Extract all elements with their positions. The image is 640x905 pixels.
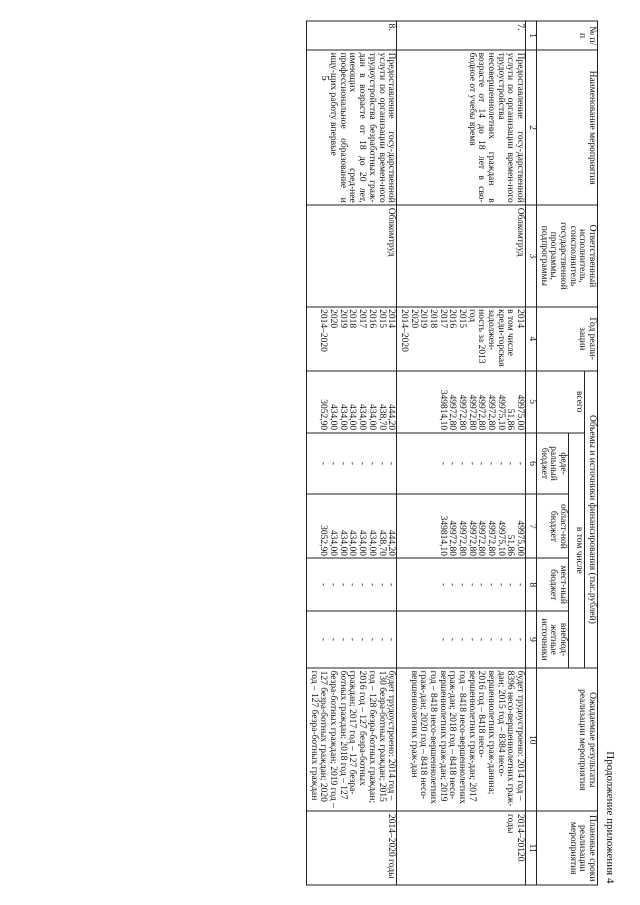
index-cell: 5 bbox=[526, 370, 537, 432]
row-local-value: - bbox=[318, 582, 329, 586]
header-responsible: Ответственный исполнитель, соисполнитель государственной программы, подпрограммы bbox=[536, 205, 597, 306]
row-years-value: 2018 bbox=[347, 308, 358, 328]
row-years-value: 2018 bbox=[428, 308, 438, 328]
row-federal-value: - bbox=[376, 461, 387, 465]
index-cell: 1 bbox=[526, 21, 537, 50]
row-years-value: 2014–2020 bbox=[398, 308, 409, 352]
header-incl: в том числе bbox=[568, 432, 584, 668]
header-name: Наименование мероприятия bbox=[536, 50, 597, 205]
row-local-value: - bbox=[476, 582, 487, 586]
row-total-value: 438,70 bbox=[376, 403, 387, 430]
row-federal bbox=[397, 432, 526, 494]
row-regional-value: 349814,10 bbox=[437, 515, 448, 556]
row-regional-value: 438,70 bbox=[376, 529, 387, 556]
row-extra-value: - bbox=[447, 637, 458, 641]
row-extra-value: - bbox=[486, 637, 497, 641]
row-local-value: - bbox=[495, 582, 506, 586]
row-federal-value: - bbox=[357, 461, 368, 465]
row-total-value: 49972,80 bbox=[476, 393, 487, 430]
row-local bbox=[307, 558, 397, 610]
row-total-value: 49975,00 bbox=[515, 393, 526, 430]
row-extra-value: - bbox=[386, 637, 397, 641]
row-regional-value: 444,20 bbox=[386, 529, 397, 556]
row-years bbox=[307, 306, 397, 370]
row-years-value: 2016 bbox=[366, 308, 377, 328]
row-extra-value: - bbox=[457, 637, 468, 641]
row-years-value: 2020 bbox=[328, 308, 339, 328]
row-federal-value: - bbox=[457, 461, 468, 465]
row-regional-value: 3052,90 bbox=[318, 524, 329, 556]
row-local-value: - bbox=[328, 582, 339, 586]
row-federal-value: - bbox=[366, 461, 377, 465]
row-extra-value: - bbox=[437, 637, 448, 641]
row-regional bbox=[397, 494, 526, 558]
row-regional-value: 49972,80 bbox=[486, 519, 497, 556]
row-total-value: 3052,90 bbox=[318, 398, 329, 430]
appendix-label: Продолжение приложения 4 bbox=[604, 750, 616, 883]
row-total-value: 51,86 bbox=[505, 408, 516, 430]
row-regional-value: 434,00 bbox=[337, 529, 348, 556]
row-total-value: 434,00 bbox=[366, 403, 377, 430]
row-regional bbox=[307, 494, 397, 558]
row-results: будет трудоустроено: 2014 год – 130 безра-ботных граждан; 2015 год – 128 безра-ботных граждан; 2016 год – 127 безра-ботных граждан; 2017 год – 127 безра-ботных граждан; 2018 год – 127 безра-ботных граждан; 2019 год – 127 безра-ботных граждан; 2020 год – 127 безра-ботных граждан bbox=[307, 668, 397, 811]
row-num: 7. bbox=[397, 21, 526, 50]
row-federal-value: - bbox=[495, 461, 506, 465]
row-local-value: - bbox=[457, 582, 468, 586]
row-years-value: 2014 bbox=[386, 308, 397, 328]
header-funding: Объемы и источники финансирования (тыс.рублей) bbox=[585, 370, 598, 667]
index-cell: 8 bbox=[526, 558, 537, 610]
row-years-value: 2020 bbox=[408, 308, 419, 328]
row-regional-value: 434,00 bbox=[357, 529, 368, 556]
row-extra bbox=[397, 610, 526, 667]
row-total-value: 49972,80 bbox=[486, 393, 497, 430]
row-years-value: в том числе креди-торская задолжен-ность за 2013 год bbox=[466, 308, 516, 366]
row-local-value: - bbox=[515, 582, 526, 586]
row-local-value: - bbox=[486, 582, 497, 586]
row-federal-value: - bbox=[318, 461, 329, 465]
row-local-value: - bbox=[347, 582, 358, 586]
row-years-value: 2017 bbox=[357, 308, 368, 328]
row-years bbox=[397, 306, 526, 370]
table-row bbox=[307, 21, 397, 885]
row-federal-value: - bbox=[515, 461, 526, 465]
row-federal-value: - bbox=[486, 461, 497, 465]
row-years-value: 2019 bbox=[418, 308, 429, 328]
row-extra-value: - bbox=[505, 637, 516, 641]
row-results: будет трудоустроено: 2014 год – 8396 несо-вершеннолетних граж-дан; 2015 год – 8384 несо-вершеннолетних граж-данина; 2016 год – 8418 несо-вершеннолетних граж-дан; 2017 год – 8418 несо-вершеннолетних граж-дан; 2018 год – 8418 несо-вершеннолетних граж-дан; 2019 год – 8418 несо-вершеннолетних граж-дан; 2020 год – 8418 несо-вершеннолетних граж-дан bbox=[397, 668, 526, 811]
row-total-value: 49975,10 bbox=[495, 393, 506, 430]
row-local bbox=[397, 558, 526, 610]
rotated-page bbox=[20, 20, 620, 885]
row-name: Предоставление госу-дарственной услуги по организации времен-ного трудоустройства несовершеннолетних граждан в возрасте от 14 до 18 лет в сво-бодное от учебы время bbox=[397, 50, 526, 205]
row-terms: 2014–2020 годы bbox=[307, 811, 397, 885]
row-extra-value: - bbox=[347, 637, 358, 641]
row-extra-value: - bbox=[366, 637, 377, 641]
row-extra-value: - bbox=[357, 637, 368, 641]
row-years-value: 2019 bbox=[337, 308, 348, 328]
row-local-value: - bbox=[505, 582, 516, 586]
row-total-value: 349814,10 bbox=[437, 389, 448, 430]
row-total-value: 444,20 bbox=[386, 403, 397, 430]
row-regional-value: 49972,80 bbox=[476, 519, 487, 556]
header-results: Ожидаемые результаты реализации мероприятия bbox=[536, 668, 597, 811]
row-total-value: 49972,80 bbox=[466, 393, 477, 430]
table-row bbox=[397, 21, 526, 885]
row-regional-value: 49975,00 bbox=[515, 519, 526, 556]
row-total bbox=[397, 370, 526, 432]
row-federal-value: - bbox=[437, 461, 448, 465]
row-responsible: Облкомтруд bbox=[307, 205, 397, 306]
index-cell: 10 bbox=[526, 668, 537, 811]
row-federal-value: - bbox=[476, 461, 487, 465]
header-federal: феде-ральный бюджет bbox=[536, 432, 568, 494]
index-cell: 9 bbox=[526, 610, 537, 667]
row-extra-value: - bbox=[337, 637, 348, 641]
row-federal-value: - bbox=[347, 461, 358, 465]
row-total-value: 434,00 bbox=[328, 403, 339, 430]
row-local-value: - bbox=[376, 582, 387, 586]
row-num: 8. bbox=[307, 21, 397, 50]
row-total-value: 434,00 bbox=[357, 403, 368, 430]
row-total-value: 434,00 bbox=[337, 403, 348, 430]
header-terms: Плановые сроки реализации мероприятия bbox=[536, 811, 597, 885]
index-cell: 7 bbox=[526, 494, 537, 558]
row-local-value: - bbox=[437, 582, 448, 586]
header-regional: област-ной бюджет bbox=[536, 494, 568, 558]
row-regional-value: 49972,80 bbox=[457, 519, 468, 556]
row-regional-value: 434,00 bbox=[347, 529, 358, 556]
row-total bbox=[307, 370, 397, 432]
row-terms: 2014–20120 годы bbox=[397, 811, 526, 885]
row-years-value: 2016 bbox=[447, 308, 458, 328]
row-years-value: 2015 bbox=[376, 308, 387, 328]
measures-table bbox=[306, 20, 598, 885]
row-extra bbox=[307, 610, 397, 667]
header-year: Год реали-зации bbox=[536, 306, 597, 370]
index-cell: 4 bbox=[526, 306, 537, 370]
row-total-value: 49972,80 bbox=[447, 393, 458, 430]
row-local-value: - bbox=[366, 582, 377, 586]
row-regional-value: 49972,80 bbox=[466, 519, 477, 556]
row-local-value: - bbox=[357, 582, 368, 586]
header-num: № п/п bbox=[536, 21, 597, 50]
header-extra: внебюд-жетные источники bbox=[536, 610, 568, 667]
row-extra-value: - bbox=[495, 637, 506, 641]
index-cell: 2 bbox=[526, 50, 537, 205]
row-federal-value: - bbox=[505, 461, 516, 465]
row-extra-value: - bbox=[318, 637, 329, 641]
row-extra-value: - bbox=[515, 637, 526, 641]
index-cell: 6 bbox=[526, 432, 537, 494]
row-years-value: 2014 bbox=[515, 308, 526, 328]
row-extra-value: - bbox=[328, 637, 339, 641]
row-federal-value: - bbox=[386, 461, 397, 465]
row-federal-value: - bbox=[328, 461, 339, 465]
row-extra-value: - bbox=[466, 637, 477, 641]
row-responsible: Облкомтруд bbox=[397, 205, 526, 306]
row-years-value: 2014–2020 bbox=[318, 308, 329, 352]
row-total-value: 434,00 bbox=[347, 403, 358, 430]
row-total-value: 49972,80 bbox=[457, 393, 468, 430]
row-years-value: 2015 bbox=[457, 308, 468, 328]
row-regional-value: 49972,80 bbox=[447, 519, 458, 556]
row-regional-value: 434,00 bbox=[366, 529, 377, 556]
header-local: мест-ный бюджет bbox=[536, 558, 568, 610]
row-regional-value: 434,00 bbox=[328, 529, 339, 556]
row-extra-value: - bbox=[376, 637, 387, 641]
index-cell: 11 bbox=[526, 811, 537, 885]
row-local-value: - bbox=[447, 582, 458, 586]
row-regional-value: 49975,10 bbox=[495, 519, 506, 556]
index-cell: 3 bbox=[526, 205, 537, 306]
row-federal-value: - bbox=[466, 461, 477, 465]
row-name: Предоставление госу-дарственной услуги по организации времен-ного трудоустройства безработных граж-дан в возрасте от 18 до 20 лет, имеющих сред-нее профессиональное образование и ищу-щих работу впервые bbox=[307, 50, 397, 205]
row-federal-value: - bbox=[337, 461, 348, 465]
page-number: 5 bbox=[318, 75, 331, 81]
row-extra-value: - bbox=[476, 637, 487, 641]
table-body bbox=[307, 21, 526, 885]
row-local-value: - bbox=[466, 582, 477, 586]
header-total: всего bbox=[536, 370, 584, 432]
row-regional-value: 51,86 bbox=[505, 534, 516, 556]
row-years-value: 2017 bbox=[437, 308, 448, 328]
row-local-value: - bbox=[386, 582, 397, 586]
row-federal bbox=[307, 432, 397, 494]
row-federal-value: - bbox=[447, 461, 458, 465]
row-local-value: - bbox=[337, 582, 348, 586]
